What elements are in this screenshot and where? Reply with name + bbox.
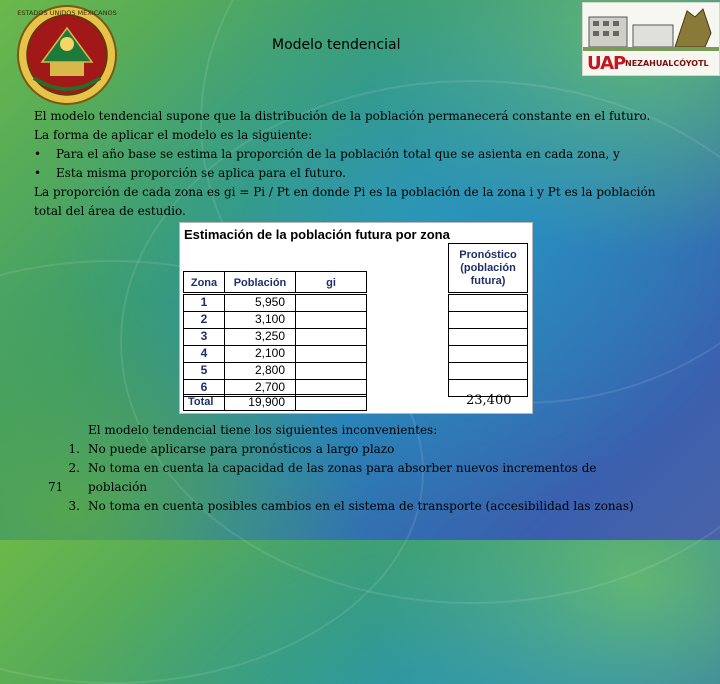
poblacion-cell: 3,100 xyxy=(224,311,296,329)
bullet-icon: • xyxy=(34,147,42,161)
poblacion-cell: 5,950 xyxy=(224,294,296,312)
uap-sub-text: NEZAHUALCÓYOTL xyxy=(625,59,709,68)
total-value: 19,900 xyxy=(224,394,296,411)
pronostico-cell xyxy=(448,294,528,312)
list-text: No toma en cuenta posibles cambios en el sistema de transporte (accesibilidad las zonas) xyxy=(88,499,634,513)
gi-cell xyxy=(295,345,367,363)
pronostico-cell xyxy=(448,328,528,346)
intro-line: La proporción de cada zona es gi = Pi / Pt en donde Pi es la población de la zona i y Pt es la población xyxy=(34,185,656,199)
list-item xyxy=(54,459,714,478)
gi-cell xyxy=(295,294,367,312)
inconvenientes-intro-text: El modelo tendencial tiene los siguientes inconvenientes: xyxy=(88,423,438,437)
zona-cell: 1 xyxy=(183,294,225,312)
state-seal-logo xyxy=(14,4,120,106)
pronostico-cell xyxy=(448,311,528,329)
list-text: No toma en cuenta la capacidad de las zonas para absorber nuevos incrementos de xyxy=(88,461,597,475)
poblacion-cell: 3,250 xyxy=(224,328,296,346)
forecast-total-value: 23,400 xyxy=(466,393,512,408)
bullet-item xyxy=(34,145,714,164)
header-gi: gi xyxy=(295,271,367,293)
zona-cell: 2 xyxy=(183,311,225,329)
list-number: 2. xyxy=(68,461,80,475)
list-text: población xyxy=(88,480,148,494)
total-gi-cell xyxy=(295,394,367,411)
header-zona: Zona xyxy=(183,271,225,293)
zona-cell: 5 xyxy=(183,362,225,380)
list-item xyxy=(54,440,714,459)
svg-text:ESTADOS UNIDOS MEXICANOS: ESTADOS UNIDOS MEXICANOS xyxy=(17,9,117,17)
list-item xyxy=(54,497,714,516)
poblacion-cell: 2,800 xyxy=(224,362,296,380)
uap-logo xyxy=(582,2,720,76)
total-label: Total xyxy=(183,394,225,411)
zona-cell: 6 xyxy=(183,379,225,397)
bullet-icon: • xyxy=(34,166,42,180)
inconvenientes-block xyxy=(48,421,714,516)
poblacion-cell: 2,700 xyxy=(224,379,296,397)
pronostico-cell xyxy=(448,362,528,380)
population-table xyxy=(179,222,533,414)
inconvenientes-intro xyxy=(54,421,714,440)
slide-number: 71 xyxy=(48,480,64,494)
gi-cell xyxy=(295,311,367,329)
intro-text-block xyxy=(34,107,714,221)
intro-line: El modelo tendencial supone que la distribución de la población permanecerá constante en el futuro. xyxy=(34,109,651,123)
uap-brand-text: UAP xyxy=(587,53,626,74)
bullet-text: Esta misma proporción se aplica para el futuro. xyxy=(56,166,346,180)
header-pronostico: Pronóstico (población futura) xyxy=(448,243,528,293)
building-illustration-icon xyxy=(583,3,719,53)
slide-title: Modelo tendencial xyxy=(272,37,401,53)
gi-cell xyxy=(295,328,367,346)
bullet-item xyxy=(34,164,714,183)
table-title: Estimación de la población futura por zona xyxy=(184,227,450,242)
list-number: 1. xyxy=(68,442,80,456)
zona-cell: 3 xyxy=(183,328,225,346)
list-text: No puede aplicarse para pronósticos a largo plazo xyxy=(88,442,395,456)
intro-line: total del área de estudio. xyxy=(34,204,186,218)
header-poblacion: Población xyxy=(224,271,296,293)
zona-cell: 4 xyxy=(183,345,225,363)
gi-cell xyxy=(295,362,367,380)
poblacion-cell: 2,100 xyxy=(224,345,296,363)
bullet-text: Para el año base se estima la proporción de la población total que se asienta en cada zona, y xyxy=(56,147,620,161)
pronostico-cell xyxy=(448,345,528,363)
list-number: 3. xyxy=(68,499,80,513)
intro-line: La forma de aplicar el modelo es la siguiente: xyxy=(34,128,313,142)
list-item xyxy=(48,478,714,497)
